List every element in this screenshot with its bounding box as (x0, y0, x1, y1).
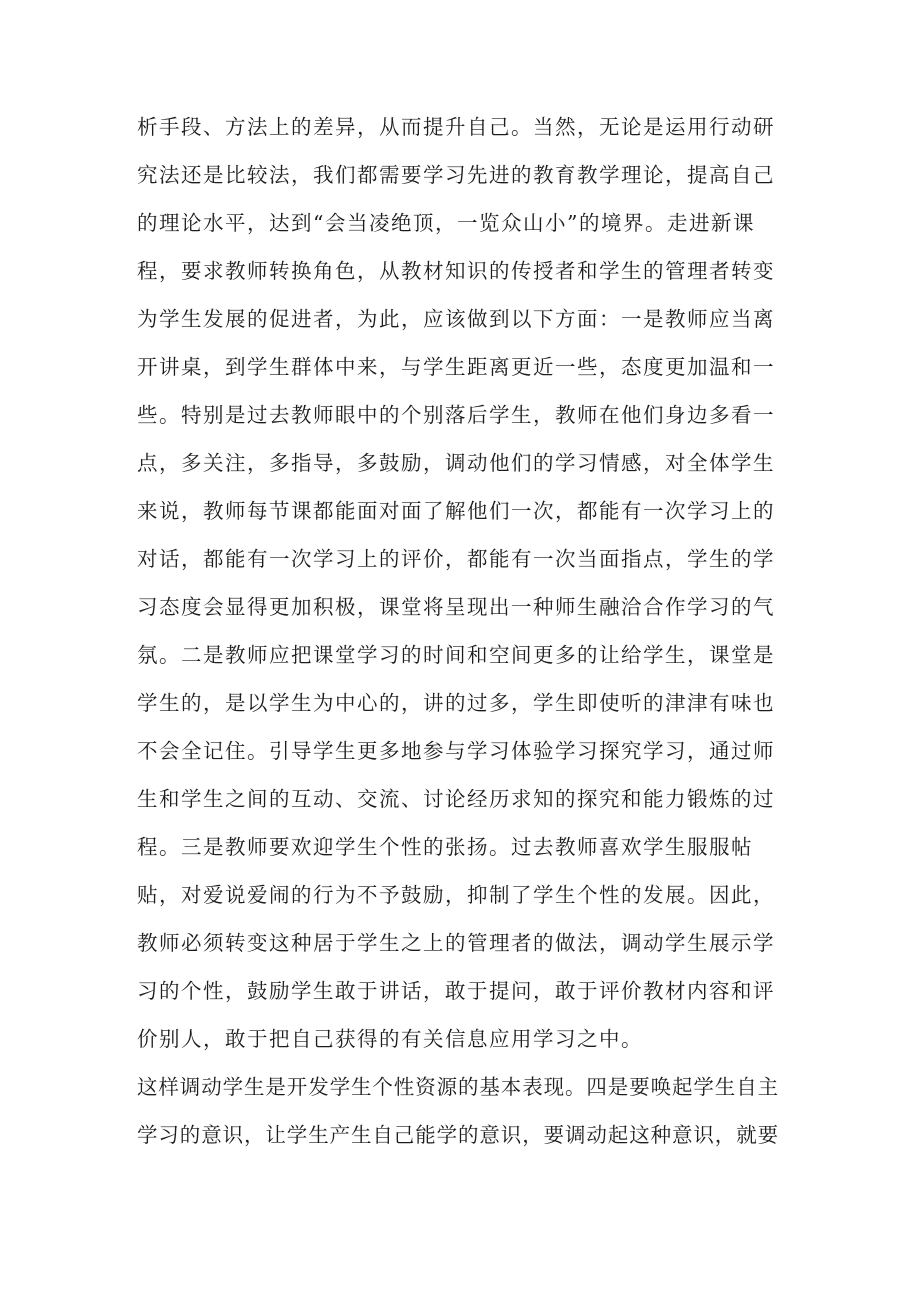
body-text-line: 开讲桌，到学生群体中来，与学生距离更近一些，态度更加温和一 (137, 355, 775, 379)
body-text-line: 氛。二是教师应把课堂学习的时间和空间更多的让给学生，课堂是 (137, 643, 775, 667)
body-text-line: 价别人，敢于把自己获得的有关信息应用学习之中。 (137, 1027, 643, 1051)
body-text-line: 为学生发展的促进者，为此，应该做到以下方面：一是教师应当离 (137, 307, 775, 331)
body-text-line: 学生的，是以学生为中心的，讲的过多，学生即使听的津津有味也 (137, 691, 775, 715)
body-text-line: 的理论水平，达到“会当凌绝顶，一览众山小”的境界。走进新课 (137, 211, 755, 235)
body-text-line: 习的个性，鼓励学生敢于讲话，敢于提问，敢于评价教材内容和评 (137, 979, 775, 1003)
body-text-line: 些。特别是过去教师眼中的个别落后学生，教师在他们身边多看一 (137, 403, 775, 427)
body-text-line: 不会全记住。引导学生更多地参与学习体验学习探究学习，通过师 (137, 739, 775, 763)
body-text-line: 析手段、方法上的差异，从而提升自己。当然，无论是运用行动研 (137, 115, 775, 139)
body-text-line: 点，多关注，多指导，多鼓励，调动他们的学习情感，对全体学生 (137, 451, 775, 475)
body-text-line: 这样调动学生是开发学生个性资源的基本表现。四是要唤起学生自主 (137, 1075, 779, 1099)
body-text-line: 学习的意识，让学生产生自己能学的意识，要调动起这种意识，就要 (137, 1123, 779, 1147)
body-text-line: 来说，教师每节课都能面对面了解他们一次，都能有一次学习上的 (137, 499, 775, 523)
body-text-line: 习态度会显得更加积极，课堂将呈现出一种师生融洽合作学习的气 (137, 595, 775, 619)
body-text-line: 程，要求教师转换角色，从教材知识的传授者和学生的管理者转变 (137, 259, 775, 283)
body-text-line: 对话，都能有一次学习上的评价，都能有一次当面指点，学生的学 (137, 547, 775, 571)
body-text-line: 程。三是教师要欢迎学生个性的张扬。过去教师喜欢学生服服帖 (137, 835, 753, 859)
body-text-line: 生和学生之间的互动、交流、讨论经历求知的探究和能力锻炼的过 (137, 787, 775, 811)
body-text-line: 贴，对爱说爱闹的行为不予鼓励，抑制了学生个性的发展。因此， (137, 883, 775, 907)
body-text-line: 究法还是比较法，我们都需要学习先进的教育教学理论，提高自己 (137, 163, 775, 187)
body-text-line: 教师必须转变这种居于学生之上的管理者的做法，调动学生展示学 (137, 931, 775, 955)
